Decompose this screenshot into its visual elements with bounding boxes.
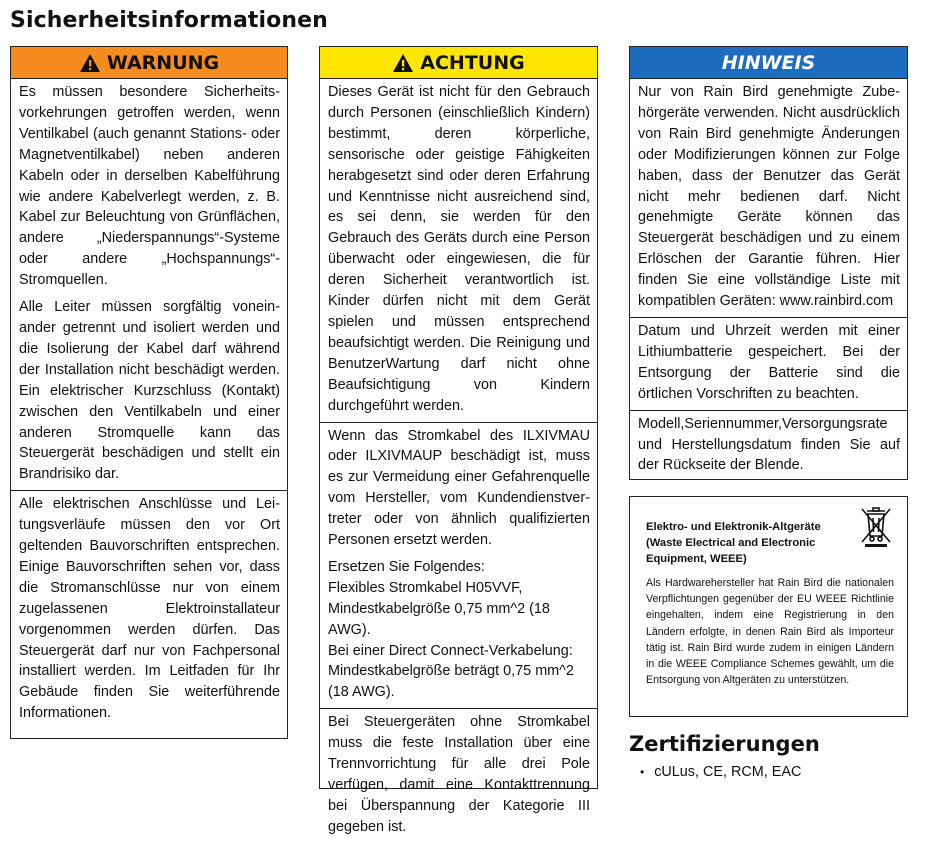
list-item: • cULus, CE, RCM, EAC	[640, 764, 801, 780]
warning-box	[10, 46, 288, 739]
note-box	[629, 46, 908, 480]
warning-header	[11, 47, 287, 79]
warning-triangle-icon	[79, 53, 101, 73]
caution-section	[320, 422, 597, 709]
paragraph: Alle Leiter müssen sorgfältig voneinander getrennt und isoliert werden und die Isolierung der Kabel darf während der Installation nicht beschädigt werden. Ein elektrischer Kurzschluss (Kontakt) zwischen den Ventilkabeln und einer anderen Stromquelle kann das Steuergerät beschädigen und stellt ein Brandrisiko dar.	[19, 299, 280, 483]
caution-section	[320, 708, 597, 842]
weee-title: Elektro- und Elektronik-Altgeräte (Waste Electrical and Electronic Equipment, WEEE)	[646, 521, 821, 565]
paragraph: Es müssen besondere Sicherheitsvorkehrungen getroffen werden, wenn Ventilkabel (auch genannt Stations- oder Magnetventilkabel) neben anderen Kabeln oder in derselben Kabelführung wie andere Kabelverlegt werden, z. B. Kabel zur Beleuchtung von Grünflächen, andere „Niederspannungs“-Systeme oder andere „Hochspannungs“-Stromquellen.	[19, 84, 280, 289]
paragraph: Datum und Uhrzeit werden mit einer Lithiumbatterie gespeichert. Bei der Entsorgung der Batterie sind die örtlichen Vorschriften zu beachten.	[638, 322, 900, 402]
warning-section	[11, 490, 287, 729]
paragraph: Modell,Seriennummer,Versorgungsrate und Herstellungsdatum finden Sie auf der Rückseite der Blende.	[638, 415, 900, 474]
paragraph: Alle elektrischen Anschlüsse und Leitungsverläufe müssen den vor Ort geltenden Bauvorschriften entsprechen. Einige Bauvorschriften sehen vor, dass die Stromanschlüsse nur von einem zugelassenen Elektroinstallateur vorgenommen werden dürfen. Das Steuergerät darf nur von Fachpersonal installiert werden. Im Leitfaden für Ihr Gebäude finden Sie weiterführende Informationen.	[19, 496, 280, 722]
note-section	[630, 410, 907, 482]
warning-triangle-icon	[392, 53, 414, 73]
paragraph: Ersetzen Sie Folgendes: Flexibles Stromkabel H05VVF, Mindestkabelgröße 0,75 mm^2 (18 AWG). Bei einer Direct Connect-Verkabelung: Mindestkabelgröße beträgt 0,75 mm^2 (18 AWG).	[328, 558, 574, 701]
paragraph: Wenn das Stromkabel des ILXIVMAU oder ILXIVMAUP beschädigt ist, muss es zur Vermeidung einer Gefahrenquelle vom Hersteller, vom Kundendienstvertreter oder von ähnlich qualifizierten Personen ersetzt werden.	[328, 427, 590, 549]
note-header-label: HINWEIS	[721, 51, 816, 74]
certifications-title: Zertifizierungen	[629, 732, 820, 756]
note-header	[630, 47, 907, 79]
warning-section	[11, 79, 287, 490]
paragraph: Dieses Gerät ist nicht für den Gebrauch durch Personen (einschließlich Kindern) bestimmt, deren körperliche, sensorische oder geistige Fähigkeiten herabgesetzt sind oder deren Erfahrung und Kenntnisse nicht ausreichend sind, es sei denn, sie werden für den Gebrauch des Geräts durch eine Person überwacht oder eingewiesen, die für deren Sicherheit verantwortlich ist. Kinder dürfen nicht mit dem Gerät spielen und müssen entsprechend beaufsichtigt werden. Die Reinigung und BenutzerWartung darf nicht ohne Beaufsichtigung von Kindern durchgeführt werden.	[328, 84, 590, 414]
caution-header	[320, 47, 597, 79]
note-section	[630, 317, 907, 410]
weee-box	[629, 496, 908, 717]
warning-header-label: WARNUNG	[106, 51, 220, 74]
caution-box	[319, 46, 598, 835]
caution-header-label: ACHTUNG	[420, 51, 525, 74]
certifications-list	[640, 764, 801, 780]
paragraph: Bei Steuergeräten ohne Stromkabel muss die feste Installation über eine Trennvorrichtung für alle drei Pole verfügen, damit eine Kontakttrennung bei Überspannung der Kategorie III gegeben ist.	[328, 714, 590, 835]
paragraph: Nur von Rain Bird genehmigte Zubehörgeräte verwenden. Nicht ausdrücklich von Rain Bird genehmigte Änderungen oder Modifizierungen können zur Folge haben, dass der Benutzer das Gerät nicht mehr bedienen darf. Nicht genehmigte Geräte können das Steuergerät beschädigen und zu einem Erlöschen der Garantie führen. Hier finden Sie eine vollständige Liste mit kompatiblen Geräten: www.rainbird.com	[638, 84, 900, 310]
page-title: Sicherheitsinformationen	[10, 8, 328, 33]
caution-section	[320, 79, 597, 422]
note-section	[630, 79, 907, 317]
weee-body: Als Hardwarehersteller hat Rain Bird die nationalen Verpflichtungen gegenüber der EU WEEE Richtlinie eingehalten, indem eine Registrierung in den Ländern erfolgte, in denen Rain Bird als Importeur tätig ist. Rain Bird wurde zudem in einigen Ländern in die WEEE Compliance Schemes gewählt, um die Entsorgung von Altgeräten zu unterstützen.	[646, 577, 894, 687]
crossed-out-bin-icon	[858, 505, 894, 547]
